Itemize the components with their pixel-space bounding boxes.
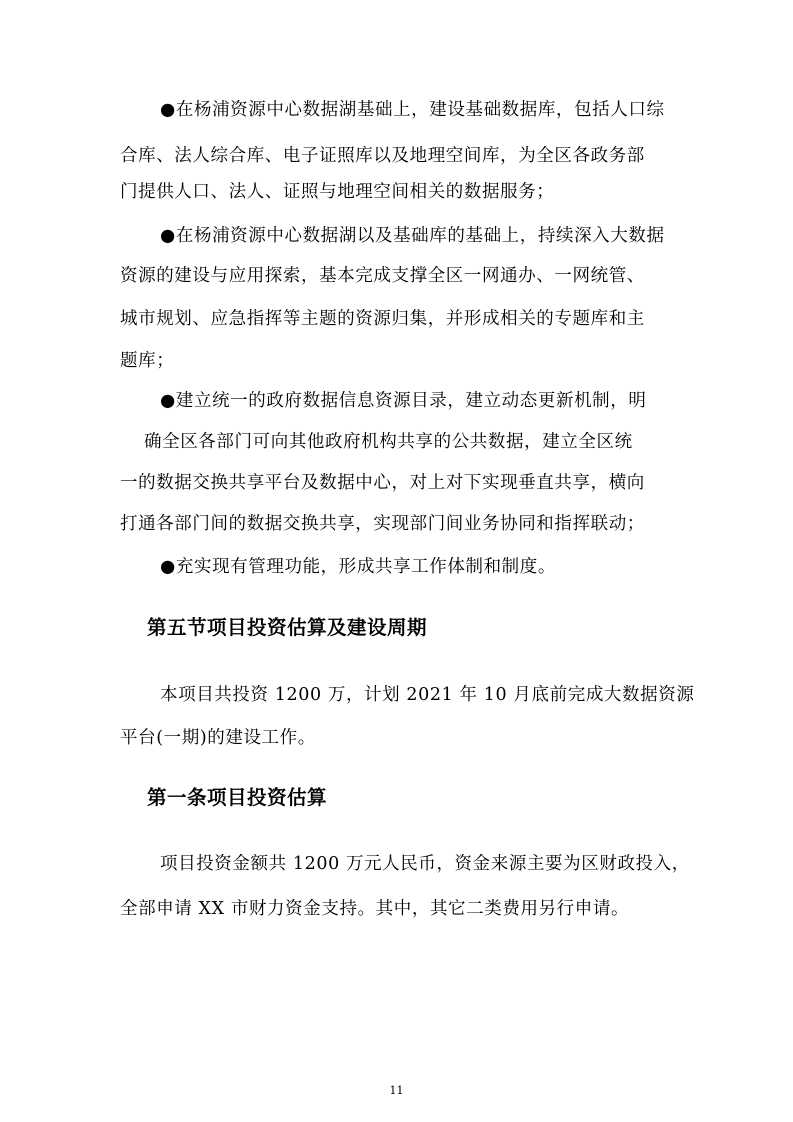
bullet-3-line-1: ●建立统一的政府数据信息资源目录，建立动态更新机制，明 xyxy=(160,391,647,411)
section-heading: 第五节项目投资估算及建设周期 xyxy=(147,616,428,639)
bullet-3-line-2: 确全区各部门可向其他政府机构共享的公共数据，建立全区统 xyxy=(144,432,633,452)
bullet-2-line-3: 城市规划、应急指挥等主题的资源归集，并形成相关的专题库和主 xyxy=(120,309,645,329)
section-line-1: 本项目共投资 1200 万，计划 2021 年 10 月底前完成大数据资源 xyxy=(160,685,695,705)
article-line-1: 项目投资金额共 1200 万元人民币，资金来源主要为区财政投入， xyxy=(160,854,690,874)
bullet-2-line-4: 题库； xyxy=(120,351,175,371)
bullet-3-line-3: 一的数据交换共享平台及数据中心，对上对下实现垂直共享，横向 xyxy=(120,473,645,493)
section-line-2: 平台(一期)的建设工作。 xyxy=(120,728,316,748)
page-number: 11 xyxy=(389,1084,404,1097)
bullet-3-line-4: 打通各部门间的数据交换共享，实现部门间业务协同和指挥联动； xyxy=(120,514,645,534)
bullet-4-line-1: ●充实现有管理功能，形成共享工作体制和制度。 xyxy=(160,557,556,577)
bullet-2-line-1: ●在杨浦资源中心数据湖以及基础库的基础上，持续深入大数据 xyxy=(160,226,665,246)
bullet-2-line-2: 资源的建设与应用探索，基本完成支撑全区一网通办、一网统管、 xyxy=(120,266,645,286)
bullet-1-line-3: 门提供人口、法人、证照与地理空间相关的数据服务； xyxy=(120,182,555,202)
article-line-2: 全部申请 XX 市财力资金支持。其中，其它二类费用另行申请。 xyxy=(120,899,630,919)
article-heading: 第一条项目投资估算 xyxy=(147,786,328,809)
bullet-1-line-1: ●在杨浦资源中心数据湖基础上，建设基础数据库，包括人口综 xyxy=(160,100,665,120)
bullet-1-line-2: 合库、法人综合库、电子证照库以及地理空间库，为全区各政务部 xyxy=(120,146,645,166)
